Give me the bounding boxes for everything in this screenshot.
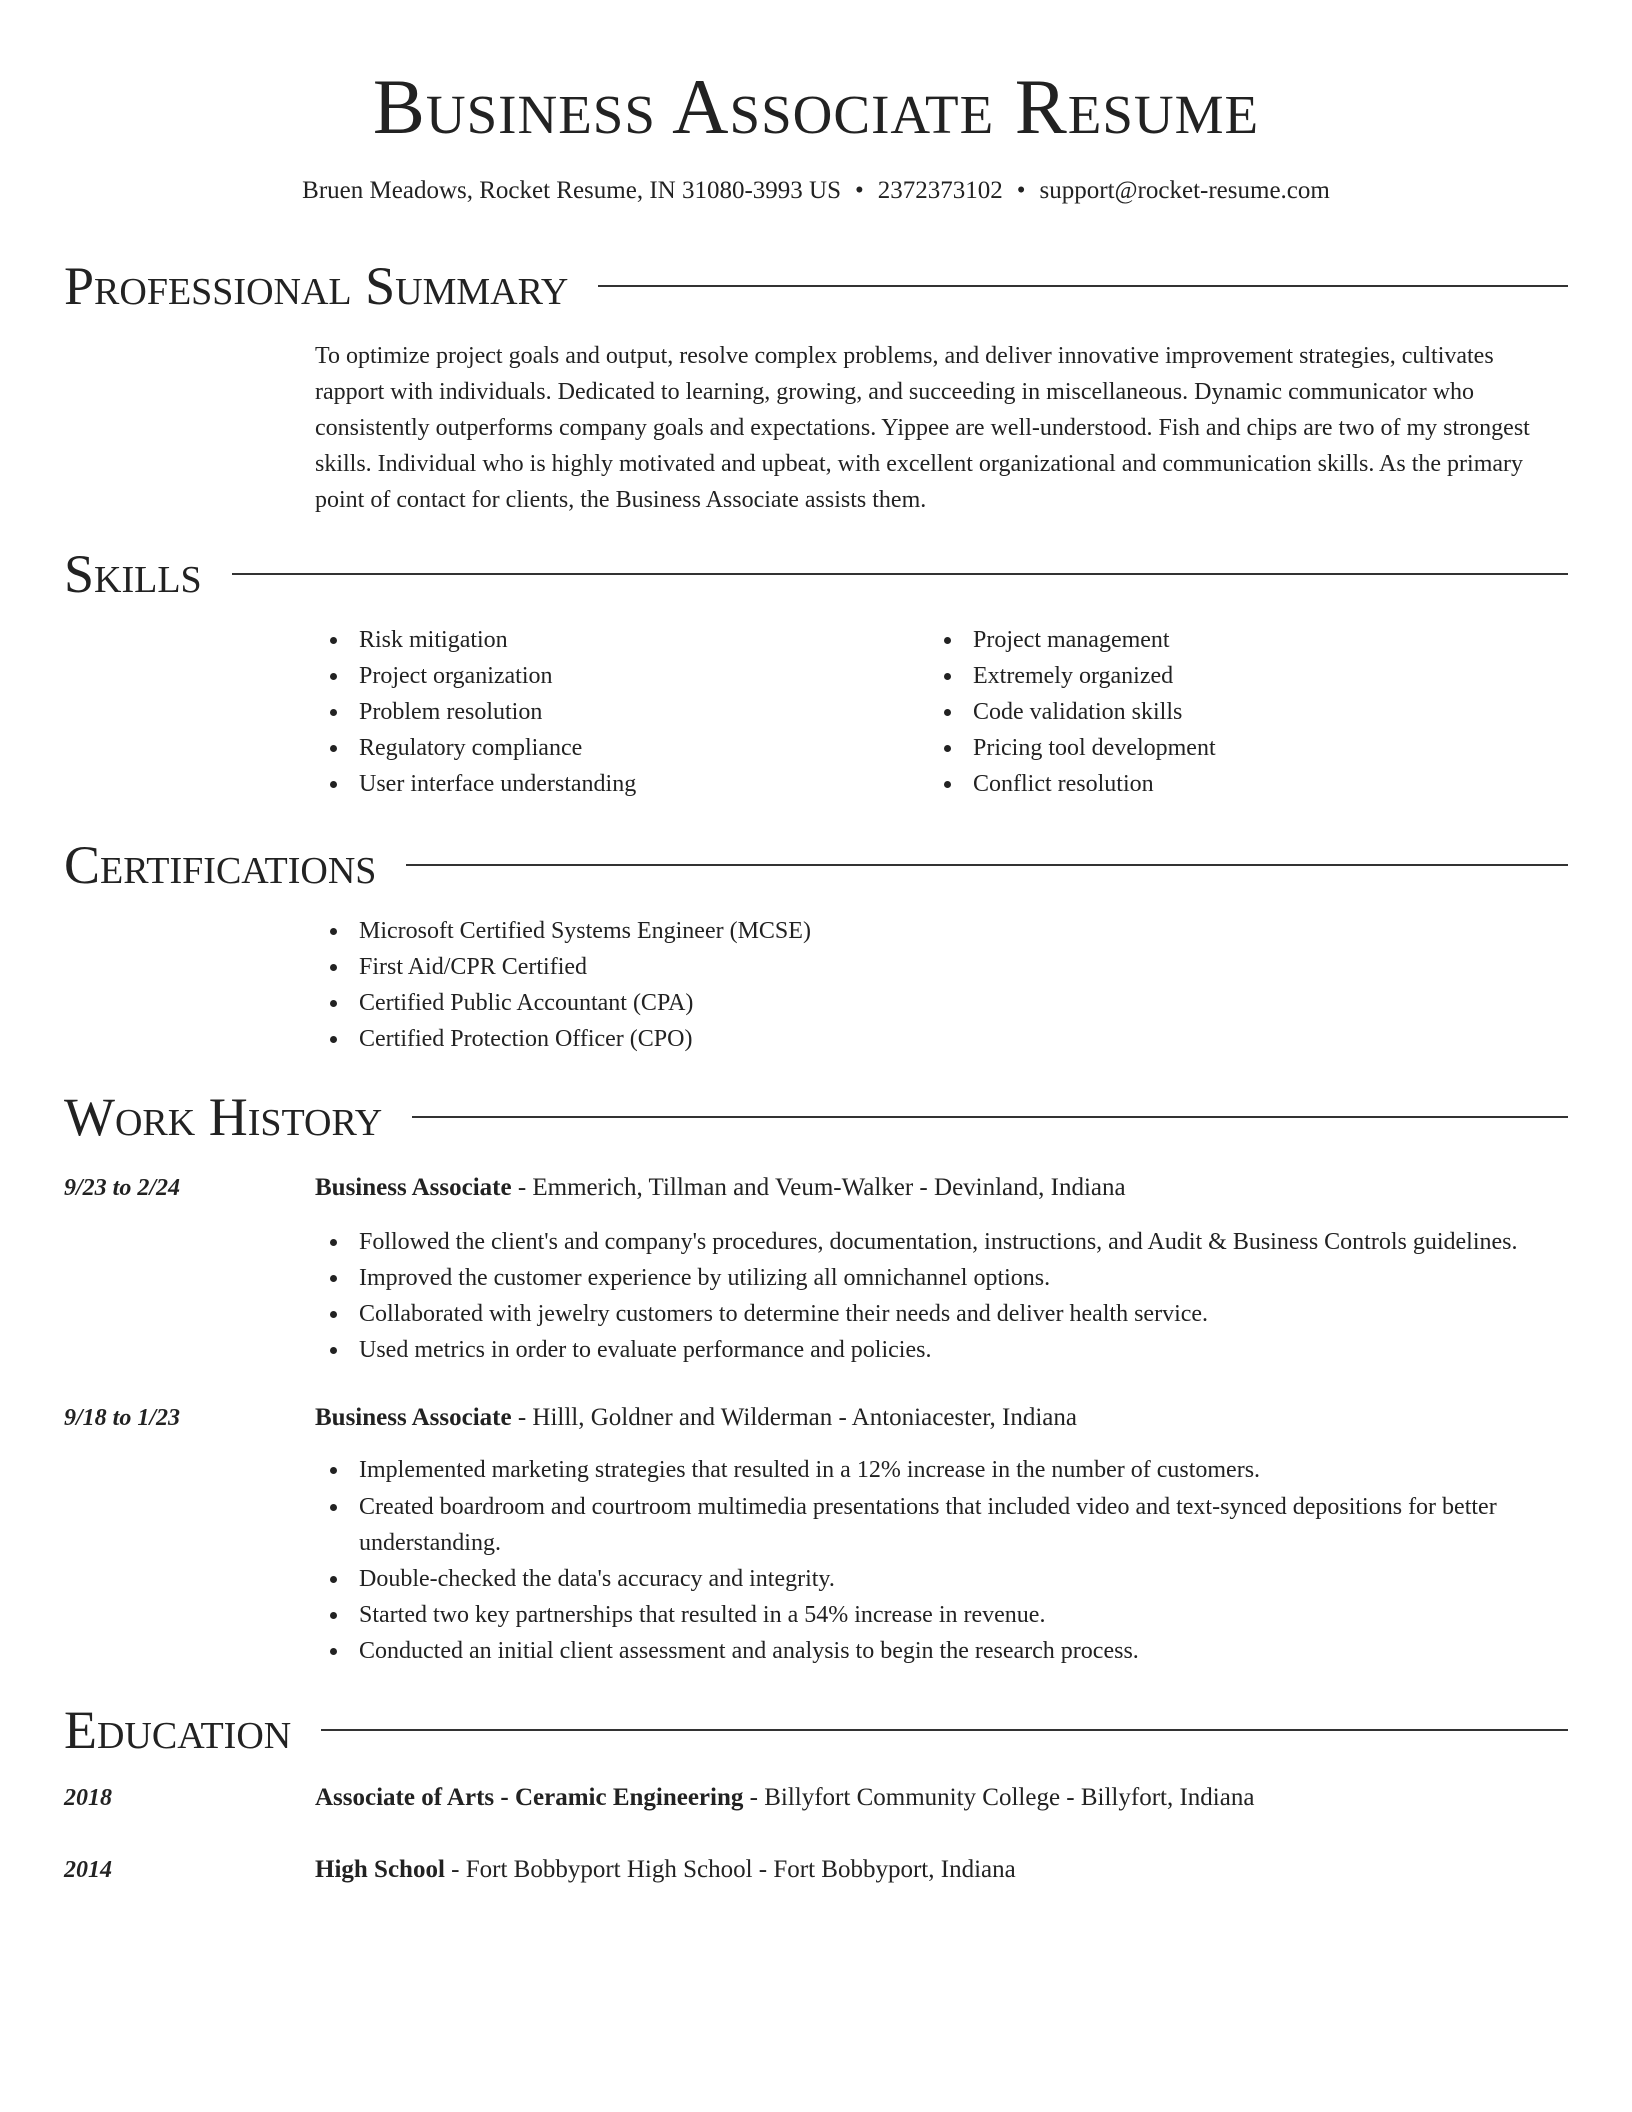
skill-item: Code validation skills	[929, 694, 1529, 730]
section-professional-summary	[64, 254, 1568, 318]
skill-item: Project organization	[315, 658, 915, 694]
job-bullet: Conducted an initial client assessment and analysis to begin the research process.	[315, 1633, 1570, 1669]
job-bullet: Started two key partnerships that resulted in a 54% increase in revenue.	[315, 1597, 1570, 1633]
education-degree: Associate of Arts - Ceramic Engineering	[315, 1784, 744, 1811]
education-heading	[315, 1780, 1254, 1816]
job-bullet: Improved the customer experience by utilizing all omnichannel options.	[315, 1260, 1580, 1296]
skill-item: Project management	[929, 622, 1529, 658]
section-heading: Work History	[64, 1087, 383, 1147]
education-school: - Fort Bobbyport High School - Fort Bobbyport, Indiana	[444, 1856, 1016, 1883]
education-school: - Billyfort Community College - Billyfort, Indiana	[743, 1784, 1255, 1811]
section-heading: Education	[64, 1700, 292, 1760]
contact-phone: 2372373102	[877, 177, 1003, 204]
contact-separator: •	[1016, 177, 1026, 204]
job-bullet: Used metrics in order to evaluate performance and policies.	[315, 1332, 1580, 1368]
contact-line	[0, 174, 1632, 208]
skill-item: Pricing tool development	[929, 730, 1529, 766]
section-work-history	[64, 1085, 1568, 1149]
section-rule	[598, 285, 1568, 287]
job-dates: 9/23 to 2/24	[64, 1175, 181, 1201]
section-rule	[412, 1116, 1568, 1118]
section-certifications	[64, 833, 1568, 897]
certification-item: Microsoft Certified Systems Engineer (MCSE)	[315, 913, 1565, 949]
job-title: Business Associate	[315, 1174, 512, 1201]
job-bullet: Implemented marketing strategies that resulted in a 12% increase in the number of customers.	[315, 1452, 1570, 1488]
job-dates: 9/18 to 1/23	[64, 1405, 181, 1431]
education-degree: High School	[315, 1856, 445, 1883]
contact-email: support@rocket-resume.com	[1039, 177, 1330, 204]
job-bullet: Collaborated with jewelry customers to determine their needs and deliver health service.	[315, 1296, 1580, 1332]
certification-item: First Aid/CPR Certified	[315, 949, 1565, 985]
section-rule	[406, 864, 1568, 866]
skill-item: Conflict resolution	[929, 766, 1529, 802]
job-bullets	[315, 1224, 1580, 1368]
job-bullet: Created boardroom and courtroom multimedia presentations that included video and text-synced depositions for better understanding.	[315, 1489, 1570, 1561]
job-employer: - Hilll, Goldner and Wilderman - Antoniacester, Indiana	[511, 1404, 1077, 1431]
section-heading: Professional Summary	[64, 256, 569, 316]
certification-item: Certified Protection Officer (CPO)	[315, 1021, 1565, 1057]
section-heading: Certifications	[64, 835, 377, 895]
certifications-list	[315, 913, 1565, 1057]
skill-item: Extremely organized	[929, 658, 1529, 694]
contact-address: Bruen Meadows, Rocket Resume, IN 31080-3993 US	[302, 177, 841, 204]
education-heading	[315, 1852, 1016, 1888]
contact-separator: •	[855, 177, 864, 204]
section-skills	[64, 542, 1568, 606]
skills-list-right	[929, 622, 1529, 802]
job-bullets	[315, 1452, 1570, 1669]
resume-title: Business Associate Resume	[372, 63, 1260, 150]
certification-item: Certified Public Accountant (CPA)	[315, 985, 1565, 1021]
section-rule	[321, 1729, 1568, 1731]
job-bullet: Followed the client's and company's procedures, documentation, instructions, and Audit & Business Controls guidelines.	[315, 1224, 1580, 1260]
skill-item: Regulatory compliance	[315, 730, 915, 766]
skill-item: Risk mitigation	[315, 622, 915, 658]
summary-text: To optimize project goals and output, resolve complex problems, and deliver innovative improvement strategies, cultivates rapport with individuals. Dedicated to learning, growing, and succeeding in miscellaneous. Dynamic communicator who consistently outperforms company goals and expectations. Yippee are well-understood. Fish and chips are two of my strongest skills. Individual who is highly motivated and upbeat, with excellent organizational and communication skills. As the primary point of contact for clients, the Business Associate assists them.	[315, 343, 1530, 513]
skill-item: User interface understanding	[315, 766, 915, 802]
education-year: 2018	[64, 1785, 112, 1811]
skill-item: Problem resolution	[315, 694, 915, 730]
section-education	[64, 1698, 1568, 1762]
job-heading	[315, 1170, 1126, 1206]
job-bullet: Double-checked the data's accuracy and integrity.	[315, 1561, 1570, 1597]
section-heading: Skills	[64, 544, 202, 604]
job-employer: - Emmerich, Tillman and Veum-Walker - Devinland, Indiana	[511, 1174, 1126, 1201]
job-heading	[315, 1400, 1077, 1436]
education-year: 2014	[64, 1857, 112, 1883]
job-title: Business Associate	[315, 1404, 512, 1431]
skills-list-left	[315, 622, 915, 802]
section-rule	[232, 573, 1568, 575]
